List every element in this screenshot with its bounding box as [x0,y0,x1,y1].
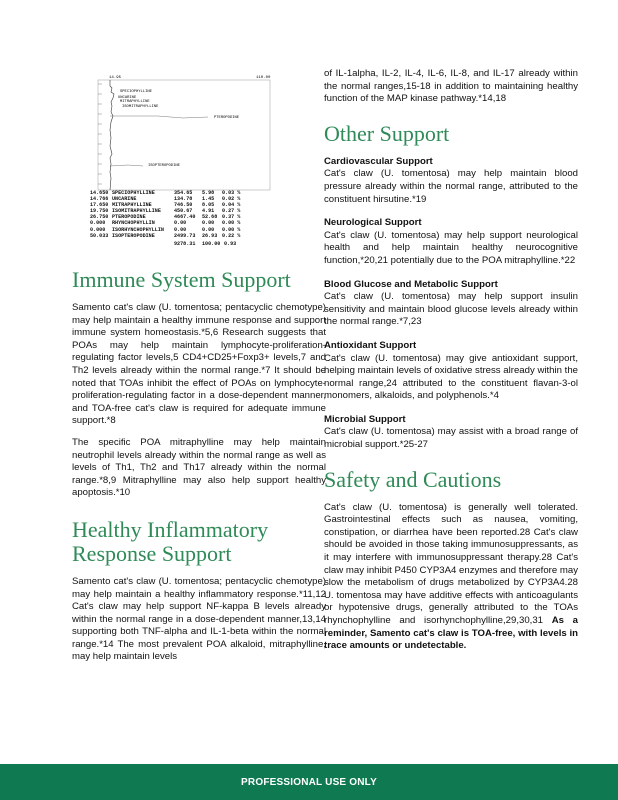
peak-table-cell: 26.93 [202,232,218,239]
inflammatory-paragraph: Samento cat's claw (U. tomentosa; pentacyclic chemotype) may help maintain a healthy inflammatory response.*11,12 Cat's claw may help support NF-kappa B levels already within the normal range in a dose-dependent manner,13,14 supporting both TNF-alpha and IL-1-beta within the normal range.*14 The most prevalent POA alkaloid, mitraphylline, may help maintain levels [72,575,326,663]
blood-glucose-text: Cat's claw (U. tomentosa) may help support insulin sensitivity and maintain blood glucose levels already within the normal range.*7,23 [324,291,578,328]
peak-label-pteropodine: PTEROPODINE [214,116,240,120]
peak-table-cell: 0.00 [174,226,187,233]
blood-glucose-heading: Blood Glucose and Metabolic Support [324,278,498,290]
peak-table-cell: 14.766 [90,196,109,203]
peak-table-cell: 17.650 [90,202,109,209]
peak-table-cell: 0.27 % [222,208,241,215]
peak-table-cell: 2499.73 [174,232,196,239]
peak-table-cell: 8.05 [202,202,215,209]
inflammatory-heading: Healthy Inflammatory Response Support [72,516,269,566]
peak-table-cell: 0.00 [202,220,215,227]
peak-table-cell: ISOMITRAPHYLLINE [112,208,161,215]
peak-table-cell: UNCARINE [112,196,137,203]
peak-table-cell: 1.45 [202,196,215,203]
peak-table-cell: 52.68 [202,214,218,221]
footer-bar [0,764,618,800]
peak-label-uncarine: UNCARINE [118,96,137,100]
safety-body: Cat's claw (U. tomentosa) is generally well tolerated. Gastrointestinal effects such as nausea, vomiting, constipation, or diarrhea have been reported.28 Cat's claw should be avoided in those taking immunosuppressants, as it may interfere with immunosuppressant therapy.28 Cat's claw may inhibit P450 CYP3A4 enzymes and therefore may slow the metabolism of drugs metabolized by CYP3A4.28 U. tomentosa may have additive effects with anticoagulants or hypotensive drugs, generally attributed to the TOAs rhynchophylline and isorhynchophylline,29,30,31 [324,501,578,626]
peak-table-cell: ISORHYNCHOPHYLLIN [112,226,164,233]
footer-label: PROFESSIONAL USE ONLY [241,776,377,788]
peak-table-cell: 0.00 [202,226,215,233]
immune-paragraph-1: Samento cat's claw (U. tomentosa; pentacyclic chemotype) may help maintain a healthy immune response and support immune system homeostasis.*5,6 Research suggests that POAs may help maintain lymphocyte-proliferation-regulating factor levels,5 CD4+CD25+Foxp3+ levels,7 and Th2 levels already within the normal range.*7 It should be noted that TOAs inhibit the effect of POAs on lymphocyte-proliferation-regulating factor in a dose-dependent manner, and TOA-free cat's claw is required for adequate immune support.*8 [72,302,326,427]
peak-table-cell: 0.00 % [222,226,241,233]
peak-table-cell: 19.750 [90,208,109,215]
immune-heading: Immune System Support [72,267,291,292]
cardiovascular-text: Cat's claw (U. tomentosa) may help maintain blood pressure already within the normal range, attributed to the constituent hirsutine.*19 [324,168,578,205]
peak-table-cell: 4.91 [202,208,215,215]
peak-table-cell: 50.033 [90,232,109,239]
peak-table-cell: 0.000 [90,220,106,227]
other-support-heading: Other Support [324,120,450,146]
peak-table [90,190,276,247]
peak-table-cell: PTEROPODINE [112,214,146,221]
chromatogram-header-left: 14.95 [109,76,122,80]
peak-table-total-cell: 0.93 [224,240,237,247]
peak-table-cell: 5.98 [202,190,215,196]
peak-table-cell: 0.22 % [222,232,241,239]
cardiovascular-heading: Cardiovascular Support [324,155,433,167]
peak-table-totals [90,241,276,247]
safety-reminder: As a reminder, Samento cat's claw is TOA-free, with levels in trace amounts or undetectable. [324,615,578,652]
immune-paragraph-2: The specific POA mitraphylline may help maintain neutrophil levels already within the normal range as well as levels of Th1, Th2 and Th17 already within the normal range.*8,9 Mitraphylline may also help support healthy apoptosis.*10 [72,436,326,499]
chromatogram-header-right: 110.00 [256,76,271,80]
microbial-heading: Microbial Support [324,413,406,425]
safety-heading: Safety and Cautions [324,466,502,492]
peak-label-isopteropodine: ISOPTEROPODINE [148,164,180,168]
neurological-heading: Neurological Support [324,217,422,229]
safety-text [324,502,578,653]
antioxidant-heading: Antioxidant Support [324,339,417,351]
peak-table-cell: 26.750 [90,214,109,221]
peak-table-cell: 134.78 [174,196,193,203]
peak-label-isomitraphylline: ISOMITRAPHYLLINE [122,105,159,109]
peak-table-total-cell: 9278.31 [174,240,196,247]
neurological-text: Cat's claw (U. tomentosa) may help support neurological health and help maintain healthy neurocognitive function,*20,21 potentially due to the POA mitraphylline.*22 [324,229,578,266]
peak-table-cell: 354.65 [174,190,193,196]
peak-table-cell: 4667.40 [174,214,196,221]
peak-table-cell: 14.650 [90,190,109,196]
antioxidant-text: Cat's claw (U. tomentosa) may give antioxidant support, helping maintain levels of oxidative stress already within the normal range,24 attributed to the constituent flavan-3-ol monomers, alkaloids, and polyphenols.*4 [324,352,578,402]
peak-table-cell: 450.67 [174,208,193,215]
peak-table-cell: 0.000 [90,226,106,233]
peak-table-cell: 0.03 % [222,190,241,196]
microbial-text: Cat's claw (U. tomentosa) may assist with a broad range of microbial support.*25-27 [324,426,578,451]
peak-table-cell: 0.00 [174,220,187,227]
inflammatory-continued: of IL-1alpha, IL-2, IL-4, IL-6, IL-8, and IL-17 already within the normal ranges,15-18 in addition to maintaining healthy function of the MAP kinase pathway.*14,18 [324,68,578,105]
peak-table-cell: ISOPTEROPODINE [112,232,155,239]
chromatogram-figure [88,72,278,254]
peak-table-cell: RHYNCHOPHYLLIN [112,220,155,227]
peak-table-cell: MITRAPHYLLINE [112,202,152,209]
peak-table-cell: 0.37 % [222,214,241,221]
peak-table-row [90,233,276,239]
peak-table-cell: 0.04 % [222,202,241,209]
peak-table-cell: 0.02 % [222,196,241,203]
peak-table-cell: 746.50 [174,202,193,209]
peak-table-cell: 0.00 % [222,220,241,227]
peak-table-total-cell: 100.00 [202,240,221,247]
peak-label-mitraphylline: MITRAPHYLLINE [120,100,150,104]
peak-table-cell: SPECIOPHYLLINE [112,190,155,196]
peak-label-speciophylline: SPECIOPHYLLINE [120,90,152,94]
